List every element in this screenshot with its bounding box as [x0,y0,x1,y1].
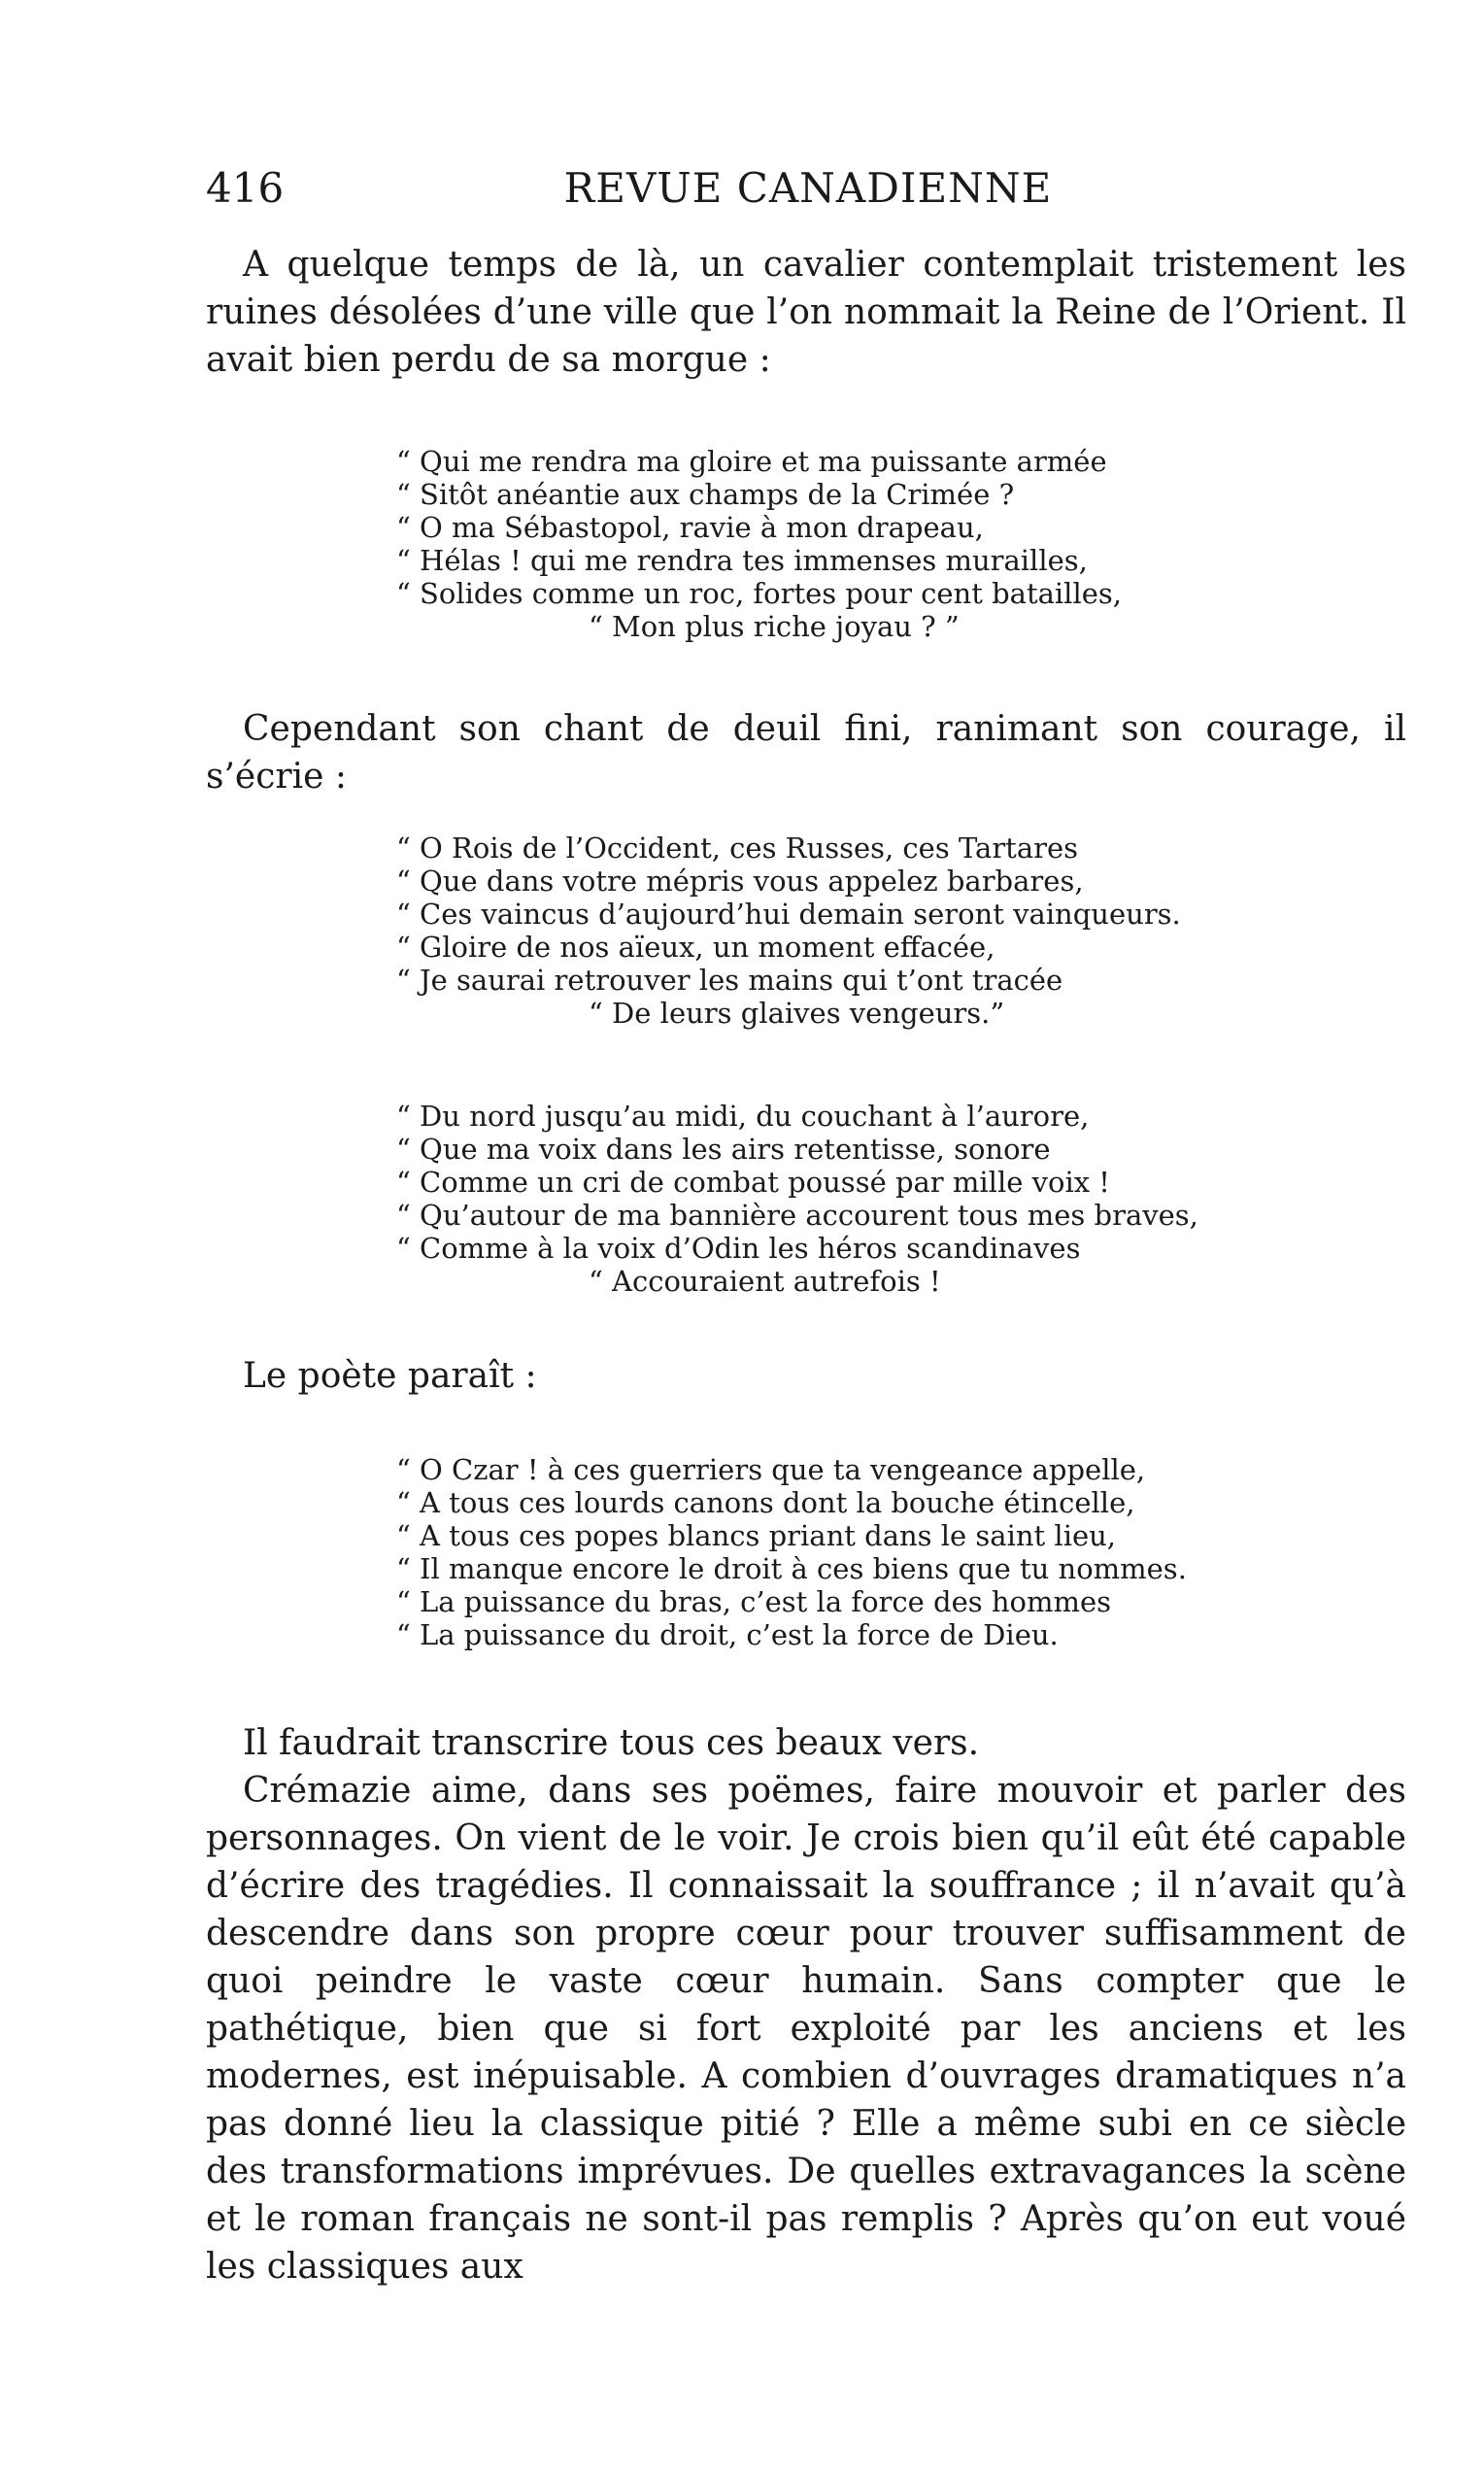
verse-line: “ O Rois de l’Occident, ces Russes, ces Tartares [396,831,1079,865]
page-number: 416 [206,164,285,212]
verse-line: “ Je saurai retrouver les mains qui t’ont tracée [396,964,1063,997]
running-title: REVUE CANADIENNE [563,164,1053,212]
verse-line: “ Sitôt anéantie aux champs de la Crimée ? [396,478,1015,511]
verse-line: “ O Czar ! à ces guerriers que ta vengeance appelle, [396,1453,1146,1486]
verse-line: “ A tous ces popes blancs priant dans le saint lieu, [396,1519,1117,1552]
verse-line: “ O ma Sébastopol, ravie à mon drapeau, [396,511,984,544]
verse-line: “ Solides comme un roc, fortes pour cent batailles, [396,577,1122,610]
verse-line: “ Ces vaincus d’aujourd’hui demain seront vainqueurs. [396,898,1181,931]
verse-line: “ Comme à la voix d’Odin les héros scandinaves [396,1232,1081,1265]
running-header [206,163,1410,214]
verse-line: “ La puissance du bras, c’est la force des hommes [396,1585,1112,1618]
verse-line: “ Gloire de nos aïeux, un moment effacée, [396,931,995,964]
verse-line: “ Qu’autour de ma bannière accourent tous mes braves, [396,1199,1198,1232]
paragraph: Crémazie aime, dans ses poëmes, faire mouvoir et parler des personnages. On vient de le voir. Je crois bien qu’il eût été capable d’écrire des tragédies. Il connaissait la souffrance ; il n’avait qu’à descendre dans son propre cœur pour trouver suffisamment de quoi peindre le vaste cœur humain. Sans compter que le pathétique, bien que si fort exploité par les anciens et les modernes, est inépuisable. A combien d’ouvrages dramatiques n’a pas donné lieu la classique pitié ? Elle a même subi en ce siècle des transformations imprévues. De quelles extravagances la scène et le roman français ne sont-il pas remplis ? Après qu’on eut voué les classiques aux [206,1771,1406,2287]
verse-line: “ A tous ces lourds canons dont la bouche étincelle, [396,1486,1135,1519]
verse-line: “ Hélas ! qui me rendra tes immenses murailles, [396,544,1088,577]
stanza-4 [396,1453,1329,1651]
paragraph: A quelque temps de là, un cavalier contemplait tristement les ruines désolées d’une ville que l’on nommait la Reine de l’Orient. Il avait bien perdu de sa morgue : [206,245,1406,380]
verse-line: “ Que dans votre mépris vous appelez barbares, [396,865,1084,898]
paragraph: Il faudrait transcrire tous ces beaux vers. [243,1723,980,1763]
prose-block-2 [206,705,1406,800]
verse-line: “ De leurs glaives vengeurs.” [589,997,1005,1030]
paragraph: Cependant son chant de deuil fini, ranimant son courage, il s’écrie : [206,709,1406,797]
verse-line: “ Il manque encore le droit à ces biens que tu nommes. [396,1552,1187,1585]
verse-line: “ La puissance du droit, c’est la force de Dieu. [396,1618,1059,1651]
verse-line: “ Comme un cri de combat poussé par mille voix ! [396,1166,1110,1199]
paragraph: Le poète paraît : [243,1356,537,1396]
verse-line: “ Mon plus riche joyau ? ” [589,610,960,643]
prose-block-4 [206,1719,1406,2290]
stanza-3 [396,1100,1329,1298]
verse-line: “ Que ma voix dans les airs retentisse, sonore [396,1133,1051,1166]
prose-block-3 [206,1352,1406,1400]
stanza-1 [396,445,1329,643]
verse-line: “ Du nord jusqu’au midi, du couchant à l’aurore, [396,1100,1090,1133]
verse-line: “ Qui me rendra ma gloire et ma puissante armée [396,445,1107,478]
verse-line: “ Accouraient autrefois ! [589,1265,941,1298]
prose-block-1 [206,241,1406,384]
stanza-2 [396,831,1329,1030]
